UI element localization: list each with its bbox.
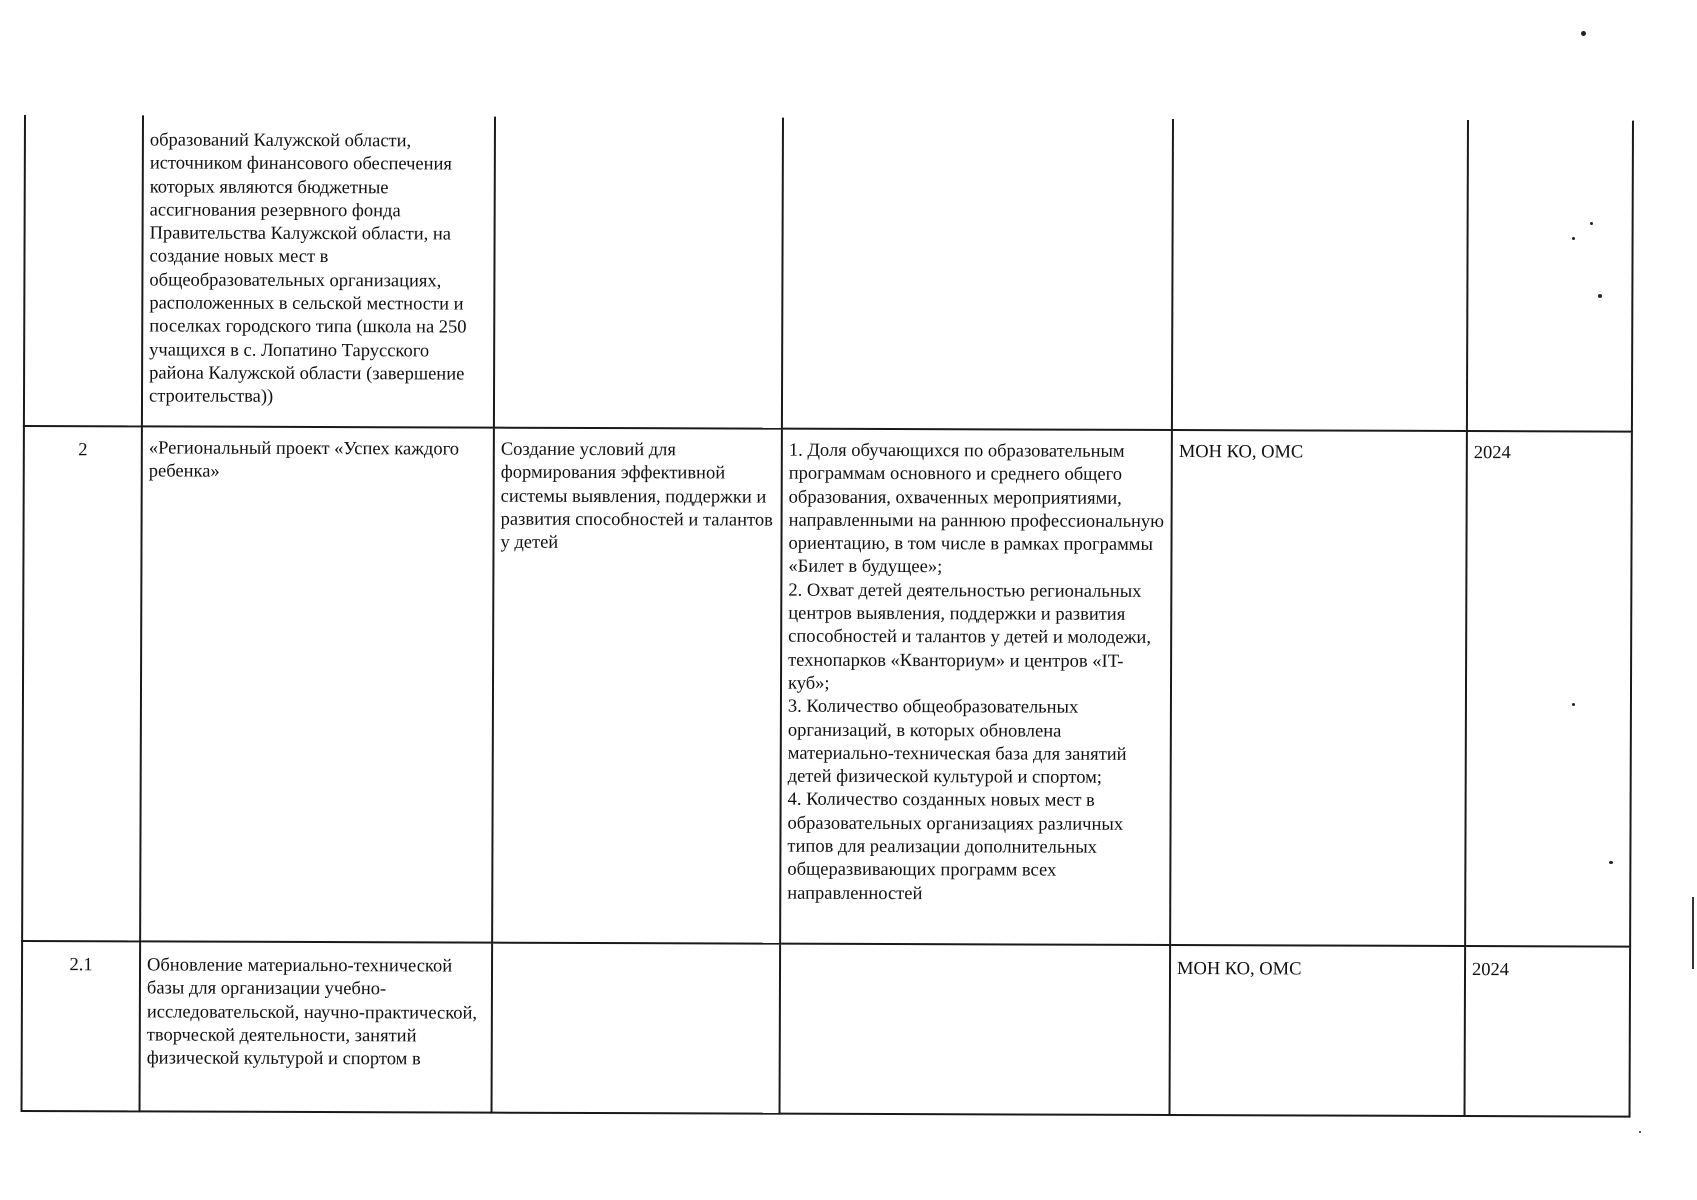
scan-speck [1572,237,1575,240]
measure-year: 2024 [1465,431,1632,947]
measure-executor: МОН КО, ОМС [1170,945,1466,1116]
measure-name: образований Калужской области, источником финансового обеспечения которых являются бюджетные ассигнования резервного фонда Правительства Калужской области, на создание новых мест в общеобразовательных организациях, расположенных в сельской местности и поселках городского типа (школа на 250 учащихся в с. Лопатино Тарусского района Калужской области (завершение строительства)) [142,115,495,427]
scan-speck [1598,294,1602,298]
scan-speck [1572,703,1575,706]
scan-speck [1581,31,1586,36]
table-row [22,941,1631,1117]
row-number: 2.1 [22,941,141,1111]
table-row [22,426,1632,947]
measure-indicators: 1. Доля обучающихся по образовательным программам основного и среднего общего образования, охваченных мероприятиями, направленными на раннюю профессиональную ориентацию, в том числе в рамках программы «Билет в будущее»; 2. Охват детей деятельностью региональных центров выявления, поддержки и развития способностей и талантов у детей и молодежи, технопарков «Кванториум» и центров «IT-куб»; 3. Количество общеобразовательных организаций, в которых обновлена материально-техническая база для занятий детей физической культурой и спортом; 4. Количество созданных новых мест в образовательных организациях различных типов для реализации дополнительных общеразвивающих программ всех направленностей [780,429,1172,945]
measure-executor: МОН КО, ОМС [1170,430,1467,946]
row-number: 2 [22,426,142,941]
measure-name: Обновление материально-технической базы для организации учебно-исследовательской, научно-практической, творческой деятельности, занятий физической культурой и спортом в [140,941,493,1112]
measures-table [21,115,1634,1118]
measure-executor [1172,119,1468,431]
measure-goal [494,117,783,429]
row-number [24,115,143,426]
measure-indicators [780,944,1171,1115]
scan-speck [1639,1131,1641,1133]
measure-name: «Региональный проект «Успех каждого ребенка» [140,426,494,942]
scan-speck [1609,861,1613,864]
measure-goal [492,943,781,1114]
measure-year: 2024 [1465,946,1631,1117]
measure-year [1467,120,1633,432]
scan-edge-line [1692,897,1694,969]
scan-speck [1590,222,1593,225]
measure-goal: Создание условий для формирования эффективной системы выявления, поддержки и развития способностей и талантов у детей [492,428,782,944]
measure-indicators [782,118,1173,430]
table-row [24,115,1633,432]
